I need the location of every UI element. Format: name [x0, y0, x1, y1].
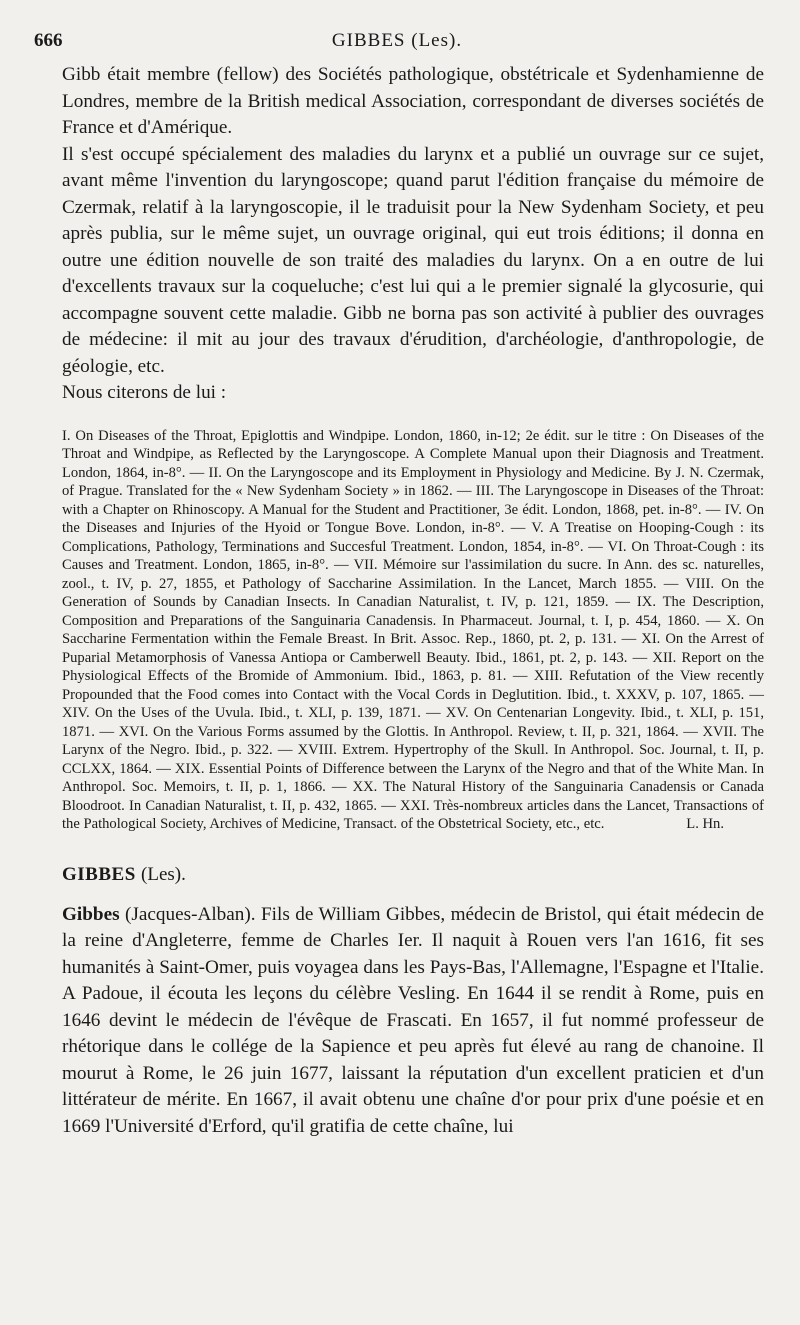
entry-qualifier: (Jacques-Alban). [125, 903, 256, 925]
section-heading-suffix: (Les). [141, 863, 186, 885]
page-number: 666 [34, 30, 63, 51]
paragraph-larynx: Il s'est occupé spécialement des maladies du larynx et a publié un ouvrage sur ce sujet, avant même l'invention du laryngoscope; quand parut l'édition française du mémoire de Czermak, relatif à la laryngoscopie, il le traduisit pour la New Sydenham Society, et peu après publia, sur le même sujet, un ouvrage original, qui eut trois éditions; il donna en outre une édition nouvelle de son traité des maladies du larynx. On a en outre de lui d'excellents travaux sur la coqueluche; c'est lui qui a le premier signalé la glycosurie, qui accompagne souvent cette maladie. Gibb ne borna pas son activité à publier des ouvrages de médecine: il mit au jour des travaux d'érudition, d'archéologie, d'anthropologie, de géologie, etc. [62, 143, 764, 377]
running-head [34, 30, 760, 58]
entry-gibbes-jacques-alban [62, 902, 764, 1141]
bibliography-text: I. On Diseases of the Throat, Epiglottis and Windpipe. London, 1860, in-12; 2e édit. sur le titre : On Diseases of the Throat and Windpipe, as Reflected by the Laryngoscope. A Complete Manual upon their Diagnosis and Treatment. London, 1864, in-8°. — II. On the Laryngoscope and its Employment in Physiology and Medicine. By J. N. Czermak, of Prague. Translated for the « New Sydenham Society » in 1862. — III. The Laryngoscope in Diseases of the Throat: with a Chapter on Rhinoscopy. A Manual for the Student and Practitioner, 3e édit. London, 1868, pet. in-8°. — IV. On the Diseases and Injuries of the Hyoid or Tongue Bove. London, in-8°. — V. A Treatise on Hooping-Cough : its Complications, Pathology, Terminations and Succesful Treatment. London, 1854, in-8°. — VI. On Throat-Cough : its Causes and Treatment. London, 1865, in-8°. — VII. Mémoire sur l'assimilation du sucre. In Ann. des sc. naturelles, zool., t. IV, p. 27, 1855, et Pathology of Saccharine Assimilation. In the Lancet, March 1855. — VIII. On the Generation of Sounds by Canadian Insects. In Canadian Naturalist, t. IV, p. 121, 1859. — IX. The Description, Composition and Preparations of the Sanguinaria Canadensis. In Pharmaceut. Journal, t. I, p. 454, 1860. — X. On Saccharine Fermentation within the Female Breast. In Brit. Assoc. Rep., 1860, pt. 2, p. 131. — XI. On the Arrest of Puparial Metamorphosis of Vanessa Antiopa or Camberwell Beauty. Ibid., 1861, pt. 2, p. 143. — XII. Report on the Physiological Effects of the Bromide of Ammonium. Ibid., 1863, p. 81. — XIII. Refutation of the View recently Propounded that the Food comes into Contact with the Vocal Cords in Deglutition. Ibid., t. XXXV, p. 107, 1865. — XIV. On the Uses of the Uvula. Ibid., t. XLI, p. 139, 1871. — XV. On Centenarian Longevity. Ibid., t. XLI, p. 151, 1871. — XVI. On the Various Forms assumed by the Glottis. In Anthropol. Review, t. II, p. 321, 1864. — XVII. The Larynx of the Negro. Ibid., p. 322. — XVIII. Extrem. Hypertrophy of the Skull. In Anthropol. Soc. Journal, t. II, p. CCLXX, 1864. — XIX. Essential Points of Difference between the Larynx of the Negro and that of the White Man. In Anthropol. Soc. Memoirs, t. II, p. 1, 1866. — XX. The Natural History of the Sanguinaria Canadensis or Canada Bloodroot. In Canadian Naturalist, t. II, p. 432, 1865. — XXI. Très-nombreux articles dans the Lancet, Transactions of the Pathological Society, Archives of Medicine, Transact. of the Obstetrical Society, etc., etc. [62, 427, 764, 832]
entry-text: Fils de William Gibbes, médecin de Bristol, qui était médecin de la reine d'Angleterre, femme de Charles Ier. Il naquit à Rouen vers l'an 1616, fit ses humanités à Saint-Omer, puis voyagea dans les Pays-Bas, l'Allemagne, l'Espagne et l'Italie. A Padoue, il écouta les leçons du célèbre Vesling. En 1644 il se rendit à Rome, puis en 1646 devint le médecin de l'évêque de Frascati. En 1657, il fut nommé professeur de rhétorique dans le collége de la Sapience et peu après fut élevé au rang de chanoine. Il mourut à Rome, le 26 juin 1677, laissant la réputation d'un excellent praticien et d'un littérateur de mérite. En 1667, il avait obtenu une chaîne d'or pour prix d'une poésie et en 1669 l'Université d'Erford, qu'il gratifia de cette chaîne, lui [62, 903, 764, 1137]
section-heading [62, 864, 764, 886]
author-signature: L. Hn. [686, 816, 724, 832]
bibliography [62, 427, 764, 834]
section-heading-name: GIBBES [62, 863, 136, 885]
paragraph-citations-intro: Nous citerons de lui : [62, 382, 227, 403]
paragraph-membership: Gibb était membre (fellow) des Sociétés pathologique, obstétricale et Sydenhamienne de Londres, membre de la British medical Association, correspondant de diverses sociétés de France et d'Amérique. [62, 64, 764, 138]
entry-name: Gibbes [62, 903, 120, 925]
body-text [62, 62, 764, 1140]
running-title: GIBBES (Les). [331, 30, 463, 51]
